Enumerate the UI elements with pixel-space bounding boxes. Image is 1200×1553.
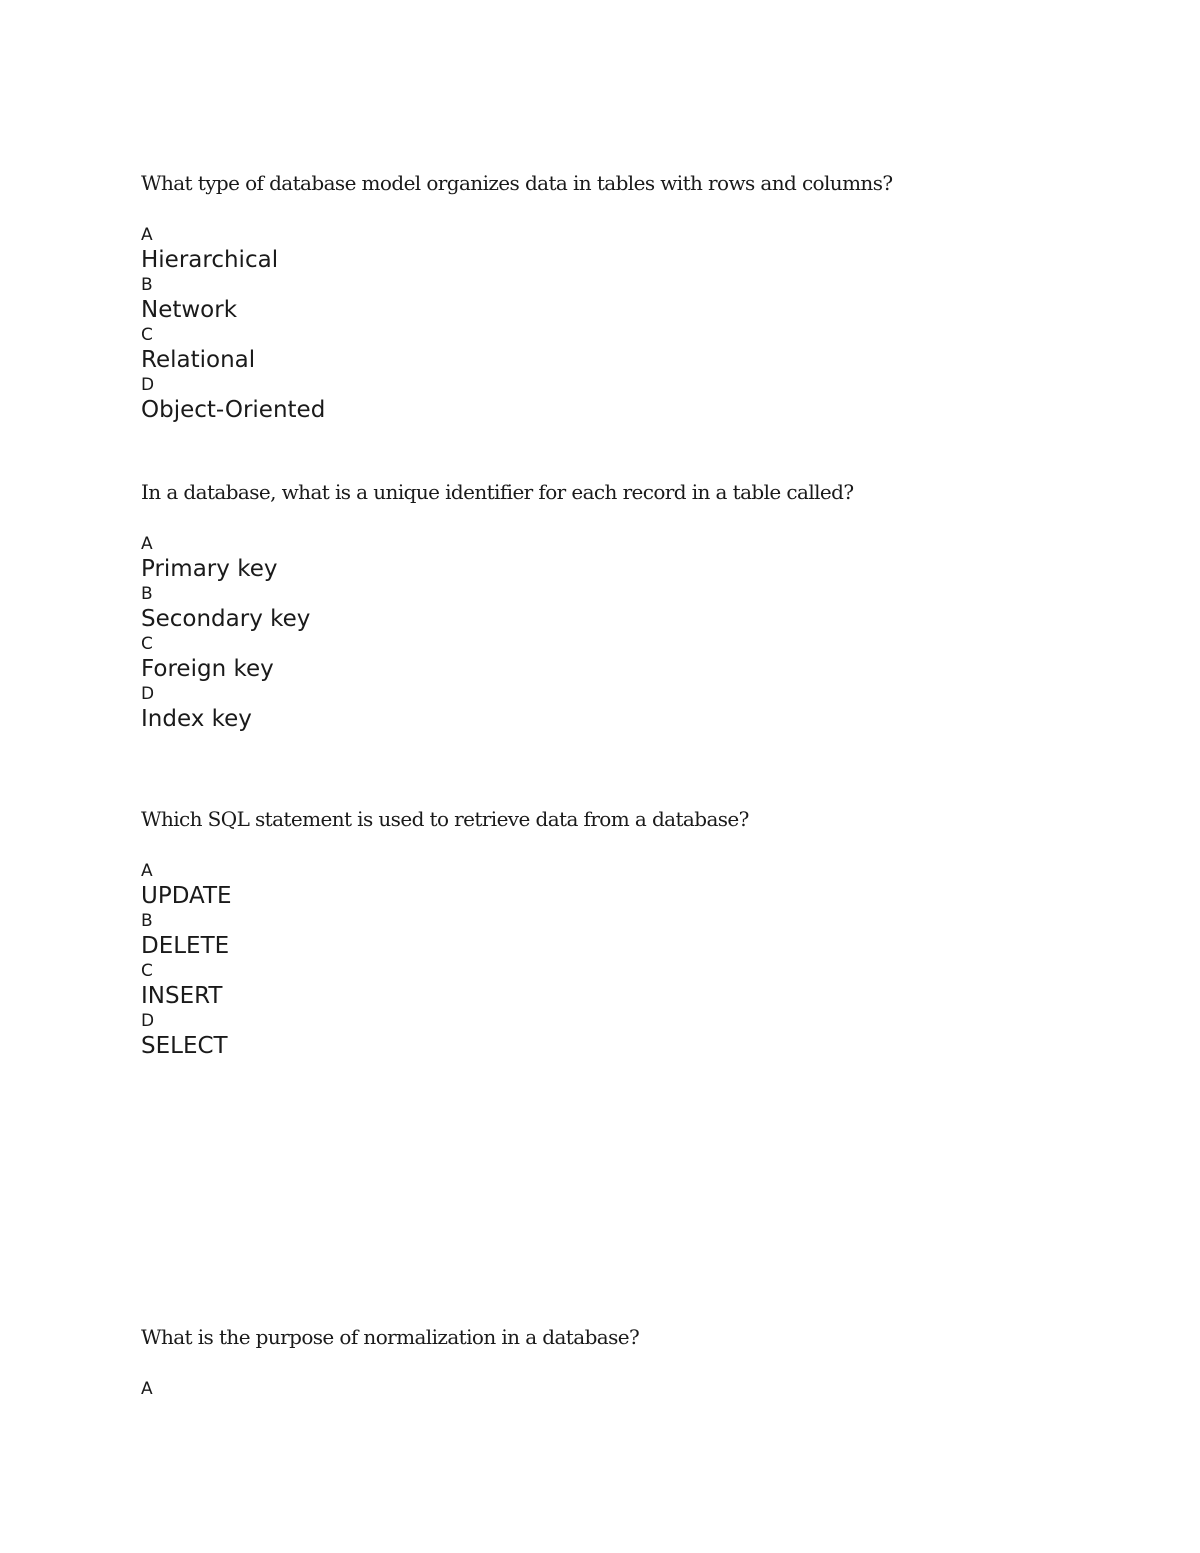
option-text: Object-Oriented [141, 397, 326, 423]
question-3 [141, 804, 749, 1061]
option-text: Network [141, 297, 238, 323]
option-letter: A [141, 534, 153, 554]
option-text: INSERT [141, 983, 223, 1009]
option-letter: C [141, 325, 153, 345]
question-2 [141, 477, 853, 734]
question-text: What is the purpose of normalization in a database? [141, 1325, 640, 1349]
option-text: SELECT [141, 1033, 228, 1059]
option-a[interactable] [141, 861, 749, 911]
option-letter: D [141, 684, 155, 704]
option-letter: A [141, 225, 153, 245]
option-text: UPDATE [141, 883, 232, 909]
option-text: Index key [141, 706, 252, 732]
question-text: What type of database model organizes data in tables with rows and columns? [141, 171, 893, 195]
option-text: Relational [141, 347, 256, 373]
question-text: In a database, what is a unique identifier for each record in a table called? [141, 480, 854, 504]
option-letter: B [141, 911, 153, 931]
option-c[interactable] [141, 961, 749, 1011]
option-letter: A [141, 1379, 153, 1399]
question-4 [141, 1322, 639, 1399]
option-text: Secondary key [141, 606, 311, 632]
option-letter: A [141, 861, 153, 881]
option-letter: C [141, 961, 153, 981]
question-text: Which SQL statement is used to retrieve data from a database? [141, 807, 749, 831]
option-text: DELETE [141, 933, 230, 959]
option-b[interactable] [141, 584, 853, 634]
option-letter: B [141, 275, 153, 295]
option-letter: C [141, 634, 153, 654]
option-text: Hierarchical [141, 247, 279, 273]
option-d[interactable] [141, 375, 893, 425]
option-text: Primary key [141, 556, 278, 582]
option-a[interactable] [141, 1379, 639, 1399]
option-b[interactable] [141, 911, 749, 961]
option-text: Foreign key [141, 656, 274, 682]
option-c[interactable] [141, 325, 893, 375]
option-a[interactable] [141, 534, 853, 584]
option-a[interactable] [141, 225, 893, 275]
option-d[interactable] [141, 1011, 749, 1061]
option-b[interactable] [141, 275, 893, 325]
option-d[interactable] [141, 684, 853, 734]
option-letter: D [141, 1011, 155, 1031]
question-1 [141, 168, 893, 425]
option-letter: B [141, 584, 153, 604]
option-letter: D [141, 375, 155, 395]
option-c[interactable] [141, 634, 853, 684]
